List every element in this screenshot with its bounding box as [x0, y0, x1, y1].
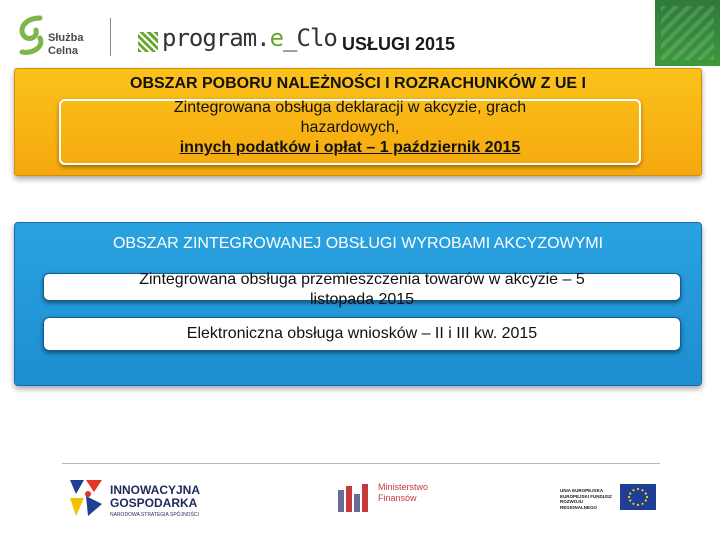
- movement-service-text: Zintegrowana obsługa przemieszczenia towarów w akcyzie – 5 listopada 2015: [139, 271, 585, 308]
- header: [0, 0, 720, 66]
- declarations-service-box: [59, 99, 641, 165]
- agency-name-line2: Celna: [48, 45, 78, 57]
- excise-area-panel: [14, 222, 702, 386]
- sluzba-celna-text: [48, 32, 83, 58]
- excise-area-title: OBSZAR ZINTEGROWANEJ OBSŁUGI WYROBAMI AKCYZOWYMI: [112, 235, 604, 252]
- corner-decoration: [655, 0, 720, 66]
- innowacyjna-gospodarka-text: INNOWACYJNA GOSPODARKA: [110, 483, 201, 510]
- innowacyjna-gospodarka-logo: [66, 474, 226, 524]
- eu-logo: [560, 484, 660, 514]
- sluzba-celna-swirl-icon: [14, 14, 52, 56]
- eu-flag-icon: [620, 484, 656, 510]
- program-pattern-icon: [138, 32, 158, 52]
- agency-name-line1: Służba: [48, 32, 84, 44]
- applications-service-box: [43, 317, 681, 351]
- ministerstwo-finansow-logo: [338, 476, 448, 518]
- program-logo-text: program.e_Clo: [162, 24, 337, 52]
- header-divider: [110, 18, 111, 56]
- ministry-emblem-icon: [338, 484, 374, 514]
- eu-fund-text: UNIA EUROPEJSKA EUROPEJSKI FUNDUSZ ROZWOJU REGIONALNEGO: [560, 488, 612, 510]
- applications-service-text: Elektroniczna obsługa wniosków – II i III kw. 2015: [186, 325, 538, 342]
- nss-caption: NARODOWA STRATEGIA SPÓJNOŚCI: [110, 512, 199, 518]
- innowacyjna-gospodarka-flag-icon: [66, 474, 106, 522]
- page-title: USŁUGI 2015: [342, 34, 456, 54]
- sluzba-celna-logo: [14, 14, 104, 60]
- collection-area-title: OBSZAR POBORU NALEŻNOŚCI I ROZRACHUNKÓW Z UE I: [130, 75, 586, 92]
- declarations-service-text: Zintegrowana obsługa deklaracji w akcyzie, grach hazardowych, innych podatków i opłat – 1 październik 2015: [173, 99, 527, 156]
- footer-divider: [62, 463, 660, 464]
- movement-service-box: [43, 271, 681, 308]
- collection-area-panel: [14, 68, 702, 176]
- program-e-clo-logo: [138, 18, 337, 54]
- ministry-name: Ministerstwo Finansów: [378, 482, 429, 503]
